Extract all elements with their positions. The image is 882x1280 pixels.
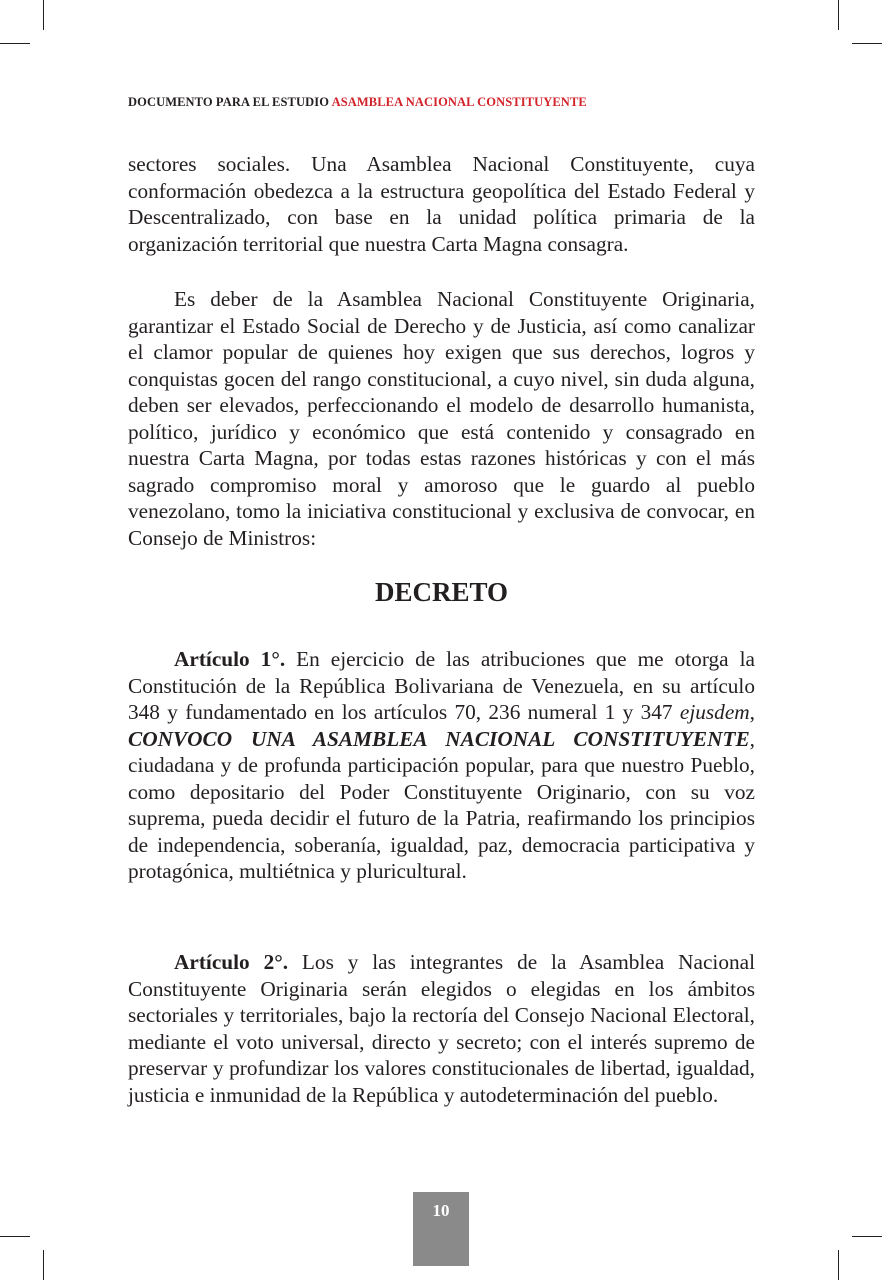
article-1-text-a: En ejercicio de las atribuciones que me otorga la Constitución de la República Bolivariana de Venezuela, en su artículo 348 y fundamentado en los artículos 70, 236 numeral 1 y 347 — [128, 647, 755, 724]
crop-mark — [43, 0, 44, 30]
article-1-convoco: CONVOCO UNA ASAMBLEA NACIONAL CONSTITUYENTE — [128, 726, 750, 751]
paragraph-2 — [128, 286, 755, 551]
header-highlight: ASAMBLEA NACIONAL CONSTITUYENTE — [331, 95, 587, 109]
running-header — [128, 95, 587, 110]
header-prefix: DOCUMENTO PARA EL ESTUDIO — [128, 95, 332, 109]
crop-mark — [838, 1250, 839, 1280]
article-1-comma: , — [749, 700, 755, 724]
article-1 — [128, 646, 755, 885]
paragraph-1: sectores sociales. Una Asamblea Nacional Constituyente, cuya conformación obedezca a la estructura geopolítica del Estado Federal y Descentralizado, con base en la unidad política primaria de la organización territorial que nuestra Carta Magna consagra. — [128, 152, 755, 256]
crop-mark — [43, 1250, 44, 1280]
crop-mark — [0, 43, 30, 44]
article-1-ejusdem: ejusdem — [679, 700, 750, 724]
article-1-label: Artículo 1°. — [174, 647, 286, 671]
article-2-text: Los y las integrantes de la Asamblea Nacional Constituyente Originaria serán elegidos o elegidas en los ámbitos sectoriales y territoriales, bajo la rectoría del Consejo Nacional Electoral, mediante el voto universal, directo y secreto; con el interés supremo de preservar y profundizar los valores constitucionales de libertad, igualdad, justicia e inmunidad de la República y autodeterminación del pueblo. — [128, 950, 755, 1107]
article-2 — [128, 949, 755, 1108]
crop-mark — [852, 1236, 882, 1237]
decree-title: DECRETO — [374, 577, 509, 607]
crop-mark — [852, 43, 882, 44]
crop-mark — [0, 1236, 30, 1237]
page-number: 10 — [413, 1192, 469, 1266]
paragraph-2-text: Es deber de la Asamblea Nacional Constituyente Originaria, garantizar el Estado Social de Derecho y de Justicia, así como canalizar el clamor popular de quienes hoy exigen que sus derechos, logros y conquistas gocen del rango constitucional, a cuyo nivel, sin duda alguna, deben ser elevados, perfeccionando el modelo de desarrollo humanista, político, jurídico y económico que está contenido y consagrado en nuestra Carta Magna, por todas estas razones históricas y con el más sagrado compromiso moral y amoroso que le guardo al pueblo venezolano, tomo la iniciativa constitucional y exclusiva de convocar, en Consejo de Ministros: — [128, 287, 755, 550]
crop-mark — [838, 0, 839, 30]
article-1-text-b: , ciudadana y de profunda participación popular, para que nuestro Pueblo, como depositario del Poder Constituyente Originario, con su voz suprema, pueda decidir el futuro de la Patria, reafirmando los principios de independencia, soberanía, igualdad, paz, democracia participativa y protagónica, multiétnica y pluricultural. — [128, 726, 755, 883]
article-2-label: Artículo 2°. — [174, 950, 289, 974]
